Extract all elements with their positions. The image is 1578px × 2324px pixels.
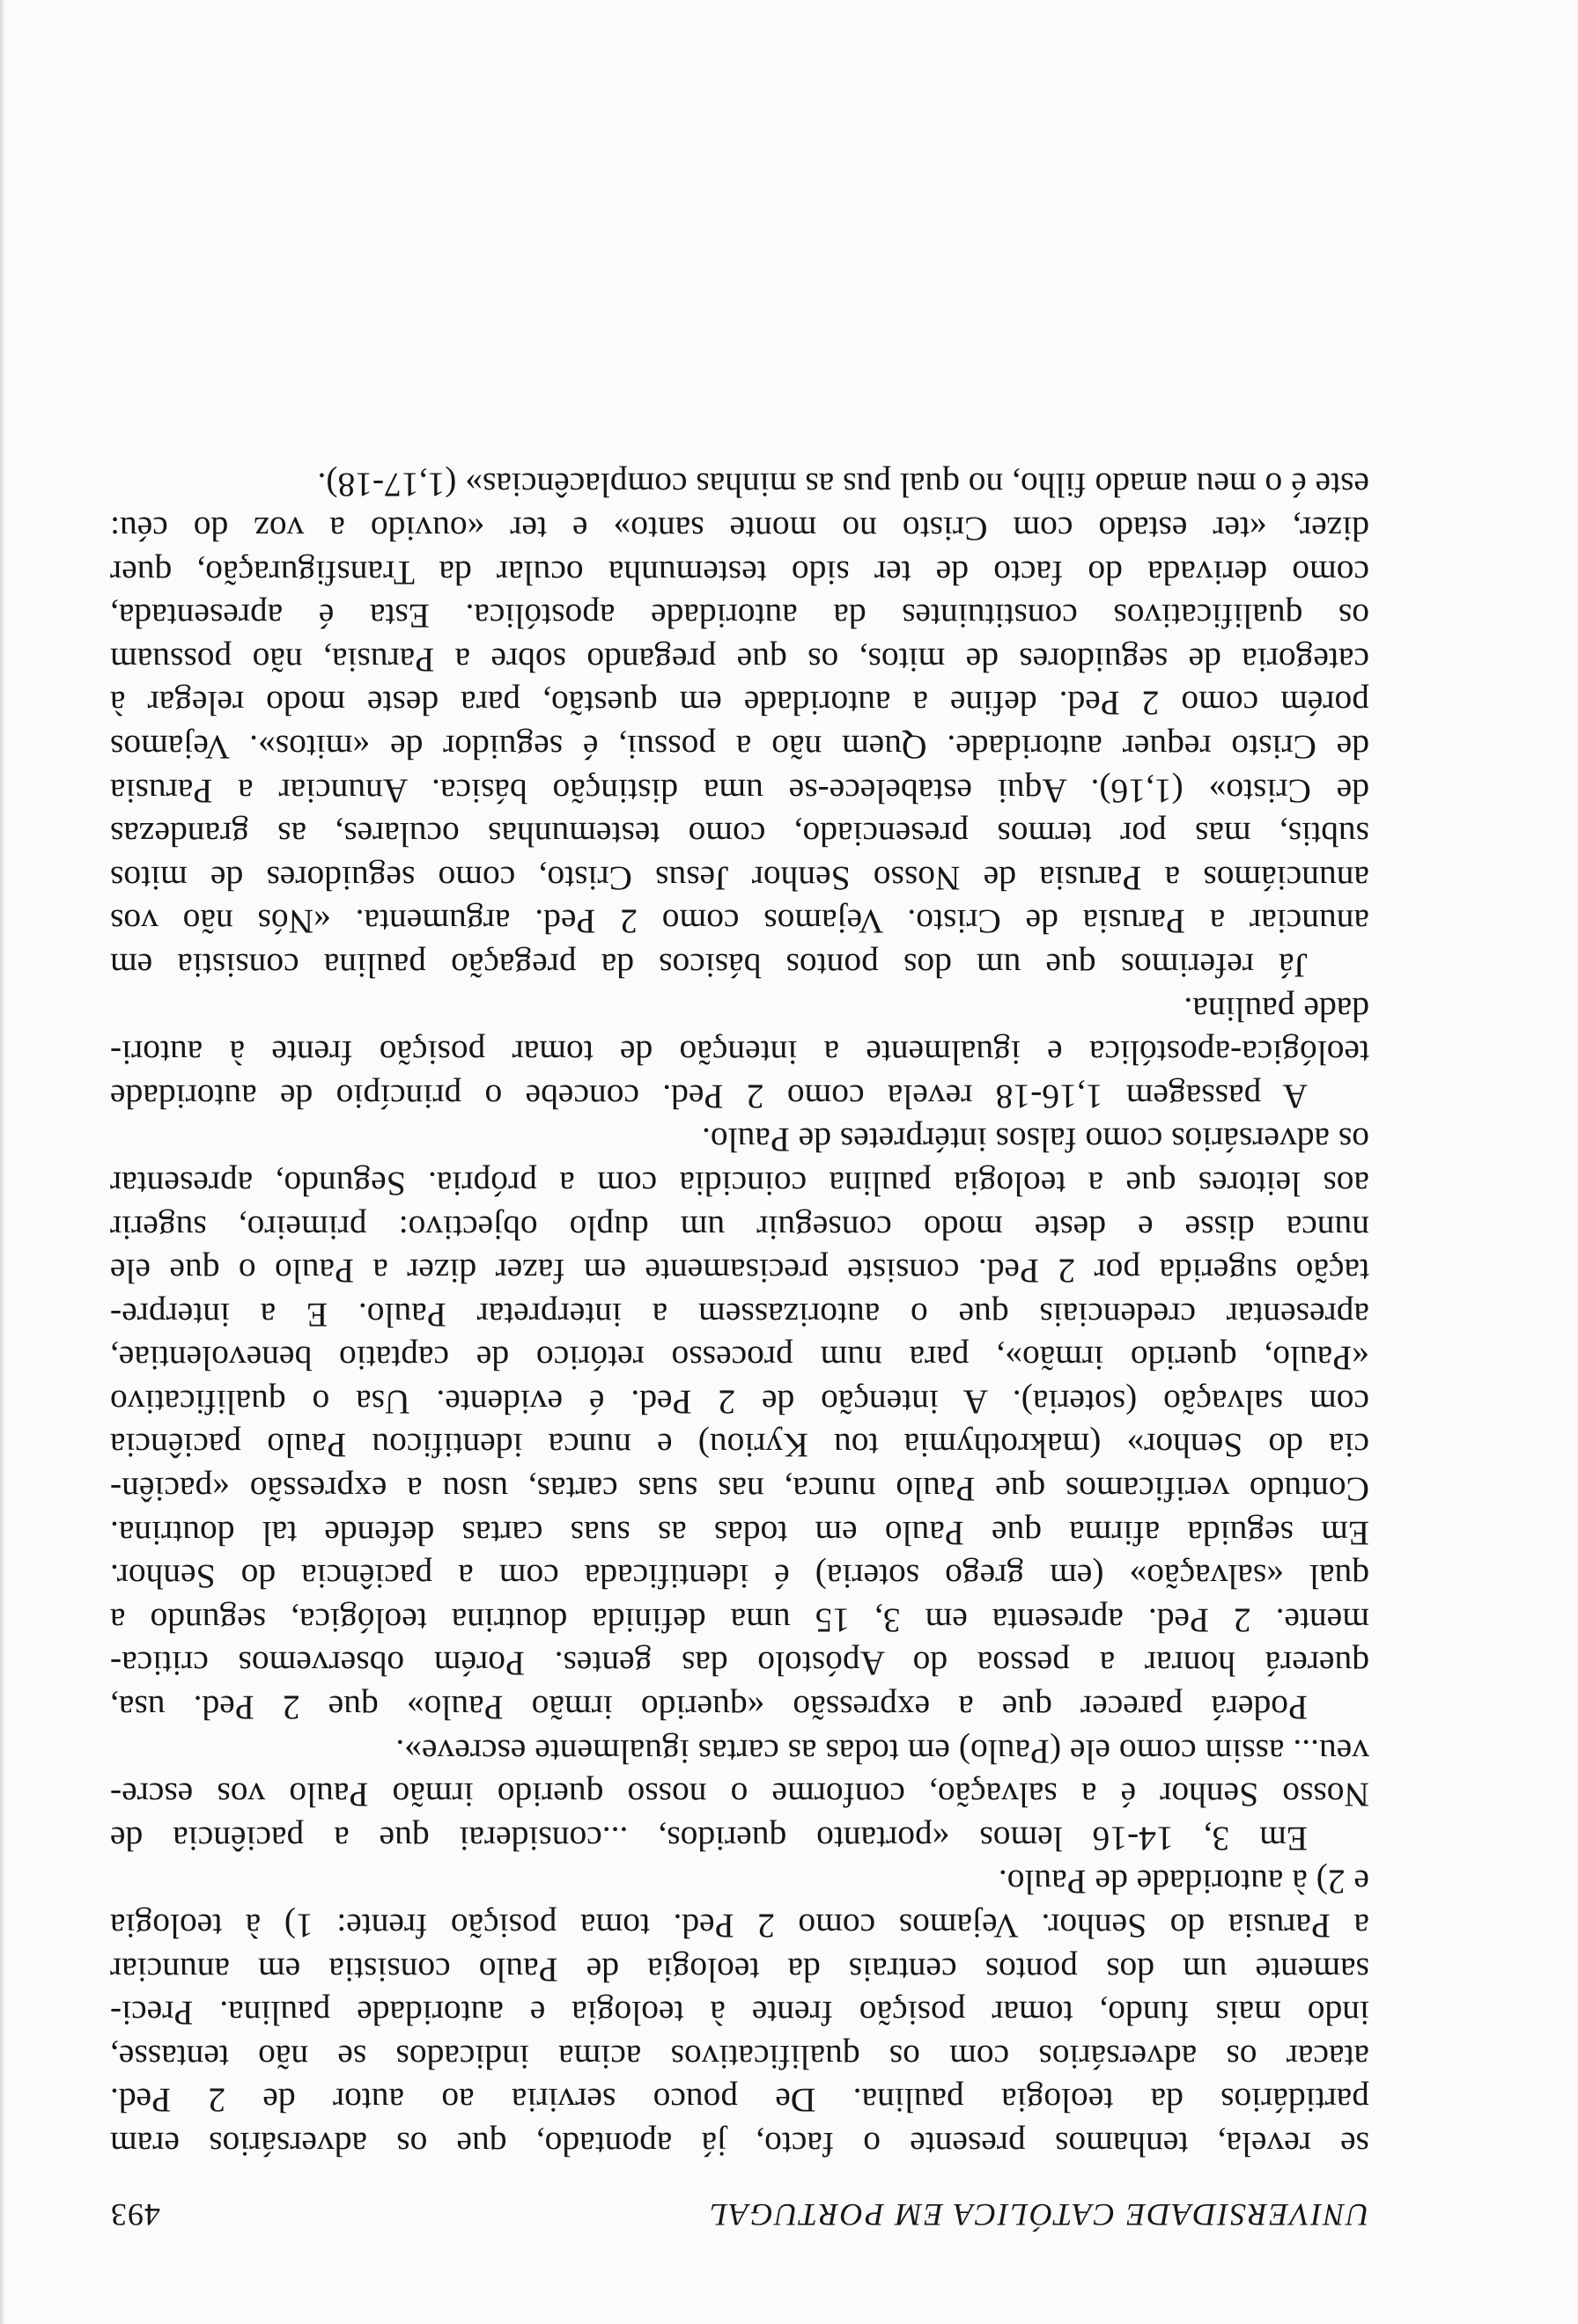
text-line: Nosso Senhor é a salvação, conforme o nosso querido irmão Paulo vos escre- bbox=[110, 1776, 1369, 1815]
paragraph bbox=[110, 1118, 1369, 1729]
text-line: aos leitores que a teologia paulina coincidia com a própria. Segundo, apresentar bbox=[110, 1164, 1369, 1203]
text-line: nunca disse e deste modo conseguir um duplo objectivo: primeiro, sugerir bbox=[110, 1208, 1369, 1247]
text-line: apresentar credenciais que o autorizassem a interpretar Paulo. E a interpre- bbox=[110, 1295, 1369, 1335]
text-line: cia do Senhor» (makrothymia tou Kyriou) e nunca identificou Paulo paciência bbox=[110, 1426, 1369, 1466]
text-line: indo mais fundo, tomar posição frente à teologia e autoridade paulina. Preci- bbox=[110, 1994, 1369, 2034]
text-line: dizer, «ter estado com Cristo no monte santo» e ter «ouvido a voz do céu: bbox=[110, 510, 1369, 549]
running-header bbox=[110, 2192, 1369, 2236]
text-block bbox=[110, 463, 1369, 2236]
text-line: categoria de seguidores de mitos, os que pregando sobre a Parusia, não possuam bbox=[110, 640, 1369, 680]
text-line: a Parusia do Senhor. Vejamos como 2 Ped. toma posição frente: 1) à teologia bbox=[110, 1907, 1369, 1946]
text-line: dade paulina. bbox=[1184, 989, 1369, 1029]
text-line: os qualificativos constituintes da autoridade apostólica. Esta é apresentada, bbox=[110, 597, 1369, 636]
text-line: tação sugerida por 2 Ped. consiste precisamente em fazer dizer a Paulo o que ele bbox=[110, 1252, 1369, 1291]
text-line: quererá honrar a pessoa do Apóstolo das gentes. Porém observemos critica- bbox=[110, 1644, 1369, 1684]
text-line: Poderá parecer que a expressão «querido irmão Paulo» que 2 Ped. usa, bbox=[110, 1688, 1308, 1728]
paragraph bbox=[110, 463, 1369, 987]
paragraph bbox=[110, 1860, 1369, 2166]
text-line: este é o meu amado filho, no qual pus as minhas complacências» (1,17-18). bbox=[317, 466, 1369, 505]
text-line: mente. 2 Ped. apresenta em 3, 15 uma definida doutrina teológica, segundo a bbox=[110, 1600, 1369, 1640]
text-line: teológica-apostólica e igualmente a intenção de tomar posição frente à autori- bbox=[110, 1033, 1369, 1073]
page-number: 493 bbox=[110, 2197, 160, 2232]
text-line: Já referimos que um dos pontos básicos da pregação paulina consistia em bbox=[110, 945, 1308, 985]
paragraph bbox=[110, 987, 1369, 1118]
text-line: qual «salvação» (em grego soteria) é identificada com a paciência do Senhor. bbox=[110, 1557, 1369, 1597]
text-line: e 2) à autoridade de Paulo. bbox=[998, 1863, 1369, 1902]
journal-title: UNIVERSIDADE CATÓLICA EM PORTUGAL bbox=[708, 2197, 1369, 2232]
text-line: Em 3, 14-16 lemos «portanto queridos, ...considerai que a paciência de bbox=[110, 1819, 1308, 1858]
text-line: de Cristo requer autoridade. Quem não a possui, é seguidor de «mitos». Vejamos bbox=[110, 728, 1369, 767]
text-line: Contudo verificamos que Paulo nunca, nas suas cartas, usou a expressão «paciên- bbox=[110, 1470, 1369, 1510]
text-line: anunciar a Parusia de Cristo. Vejamos como 2 Ped. argumenta. «Nós não vos bbox=[110, 902, 1369, 942]
text-line: A passagem 1,16-18 revela como 2 Ped. concebe o princípio de autoridade bbox=[110, 1077, 1308, 1116]
text-line: veu... assim como ele (Paulo) em todas as cartas igualmente escreve». bbox=[395, 1732, 1369, 1771]
text-line: anunciámos a Parusia de Nosso Senhor Jesus Cristo, como seguidores de mitos bbox=[110, 858, 1369, 898]
paragraph bbox=[110, 1729, 1369, 1860]
text-line: Em seguida afirma que Paulo em todas as suas cartas defende tal doutrina. bbox=[110, 1513, 1369, 1553]
body-text bbox=[110, 463, 1369, 2166]
text-line: os adversários como falsos intérpretes de Paulo. bbox=[702, 1121, 1369, 1160]
text-line: de Cristo» (1,16). Aqui estabelece-se uma distinção básica. Anunciar a Parusia bbox=[110, 771, 1369, 811]
text-line: porém como 2 Ped. define a autoridade em questão, para deste modo relegar à bbox=[110, 684, 1369, 724]
text-line: «Paulo, querido irmão», para num processo retórico de captatio benevolentiae, bbox=[110, 1339, 1369, 1379]
text-line: samente um dos pontos centrais da teologia de Paulo consistia em anunciar bbox=[110, 1950, 1369, 1989]
binding-edge bbox=[0, 0, 5, 2324]
text-line: com salvação (soteria). A intenção de 2 Ped. é evidente. Usa o qualificativo bbox=[110, 1382, 1369, 1422]
text-line: se revela, tenhamos presente o facto, já apontado, que os adversários eram bbox=[110, 2125, 1369, 2164]
text-line: subtis, mas por termos presenciado, como testemunhas oculares, as grandezas bbox=[110, 815, 1369, 855]
text-line: atacar os adversários com os qualificativos acima indicados se não tentasse, bbox=[110, 2037, 1369, 2077]
text-line: como derivada do facto de ter sido testemunha ocular da Transfiguração, quer bbox=[110, 553, 1369, 592]
text-line: partidários da teologia paulina. De pouco serviria ao autor de 2 Ped. bbox=[110, 2081, 1369, 2121]
